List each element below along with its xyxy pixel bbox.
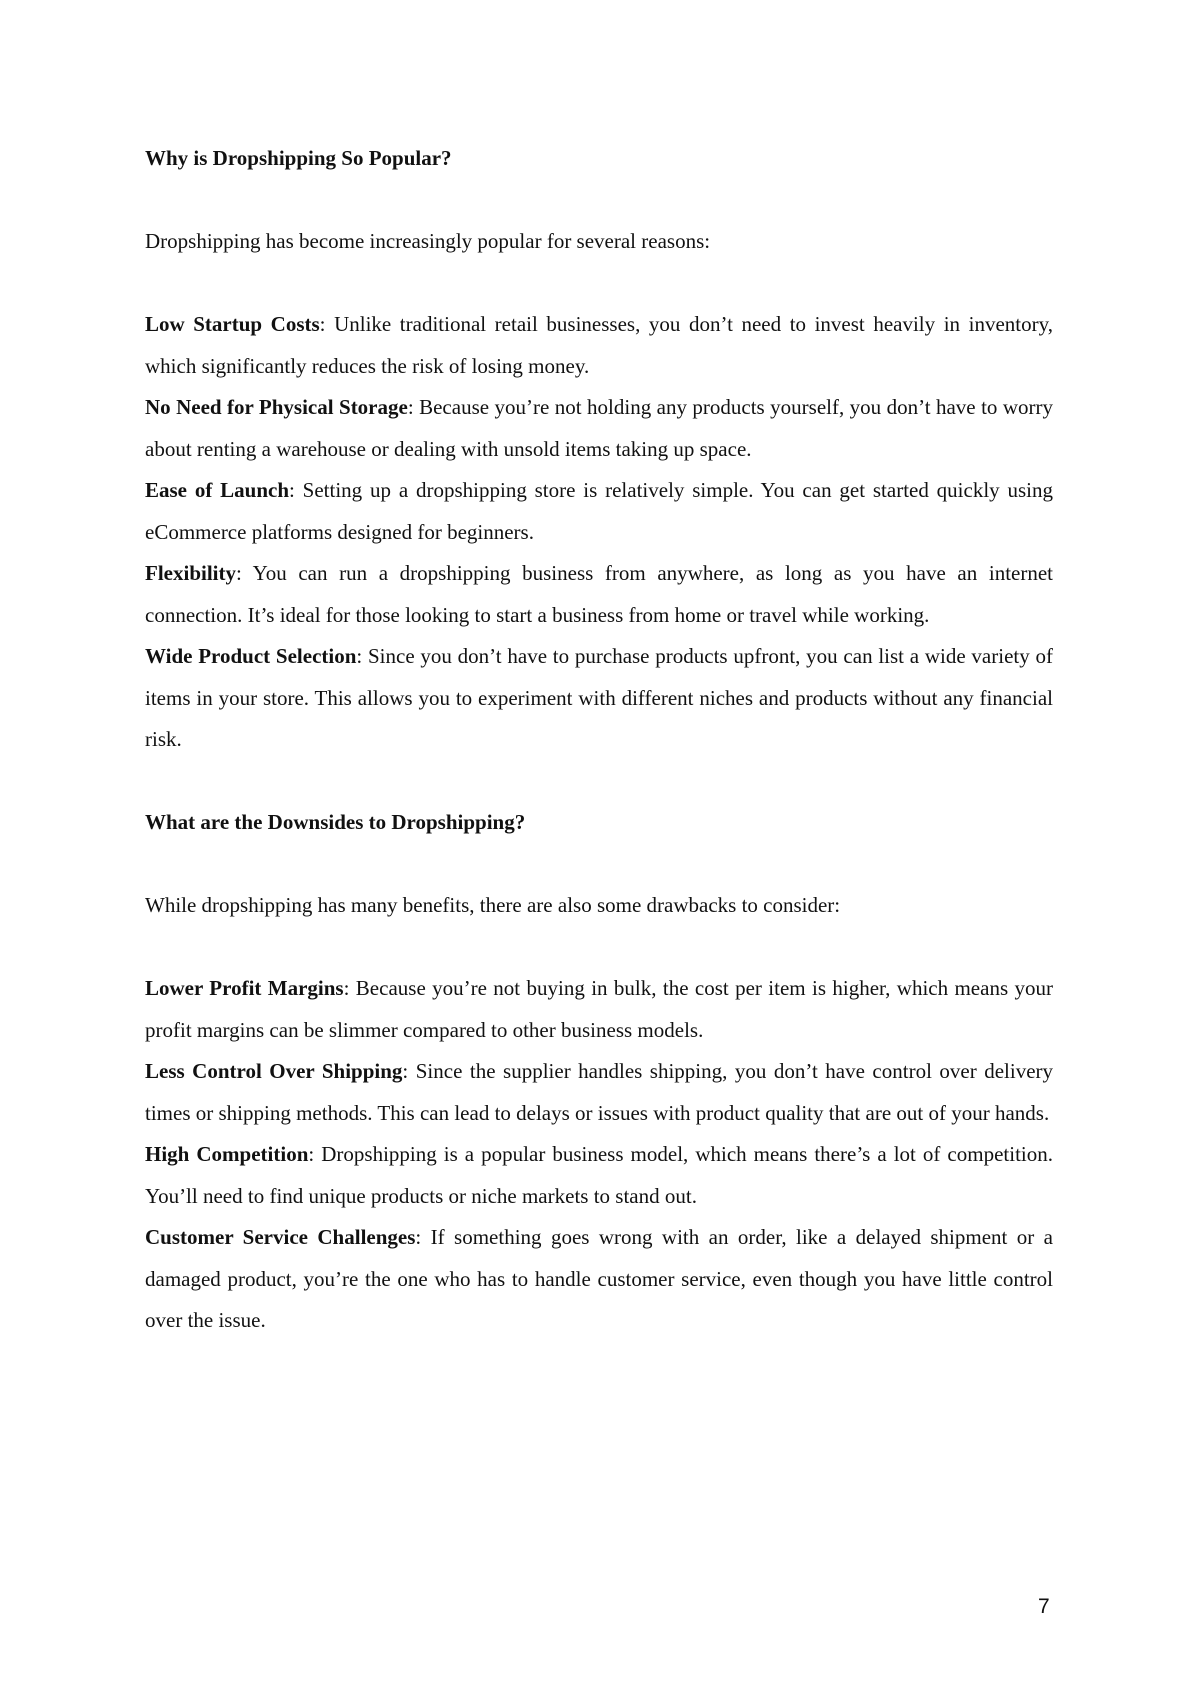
item-text: : Because you’re not holding any products yourself, you don’t have to worry about renting a warehouse or dealing with unsold items taking up space. [145,395,1053,461]
item-text: : Dropshipping is a popular business model, which means there’s a lot of competition. You’ll need to find unique products or niche markets to stand out. [145,1142,1053,1208]
item-term: Low Startup Costs [145,312,320,336]
item-text: : Since the supplier handles shipping, you don’t have control over delivery times or shipping methods. This can lead to delays or issues with product quality that are out of your hands. [145,1059,1054,1125]
section-spacer [145,761,1053,803]
item-text: : You can run a dropshipping business from anywhere, as long as you have an internet connection. It’s ideal for those looking to start a business from home or travel while working. [145,561,1053,627]
item-term: Customer Service Challenges [145,1225,416,1249]
section-heading-popular: Why is Dropshipping So Popular? [145,146,452,170]
section-heading-downsides: What are the Downsides to Dropshipping? [145,810,526,834]
item-term: High Competition [145,1142,309,1166]
list-item [145,304,1053,387]
list-item [145,1217,1053,1342]
item-text: : Setting up a dropshipping store is relatively simple. You can get started quickly using eCommerce platforms designed for beginners. [145,478,1053,544]
item-text: : If something goes wrong with an order, like a delayed shipment or a damaged product, you’re the one who has to handle customer service, even though you have little control over the issue. [145,1225,1053,1332]
list-item [145,387,1053,470]
item-term: Less Control Over Shipping [145,1059,403,1083]
section-intro-downsides: While dropshipping has many benefits, there are also some drawbacks to consider: [145,893,841,917]
item-term: Flexibility [145,561,236,585]
item-term: Lower Profit Margins [145,976,344,1000]
page-number: 7 [1038,1595,1050,1618]
page-content [145,138,1053,1342]
item-term: Ease of Launch [145,478,290,502]
list-item [145,636,1053,761]
list-item [145,1051,1053,1134]
item-text: : Since you don’t have to purchase products upfront, you can list a wide variety of items in your store. This allows you to experiment with different niches and products without any financial risk. [145,644,1053,751]
list-item [145,968,1053,1051]
list-item [145,553,1053,636]
item-text: : Because you’re not buying in bulk, the cost per item is higher, which means your profit margins can be slimmer compared to other business models. [145,976,1053,1042]
item-text: : Unlike traditional retail businesses, you don’t need to invest heavily in inventory, which significantly reduces the risk of losing money. [145,312,1053,378]
list-item [145,1134,1053,1217]
section-intro-popular: Dropshipping has become increasingly popular for several reasons: [145,229,711,253]
item-term: Wide Product Selection [145,644,357,668]
list-item [145,470,1053,553]
item-term: No Need for Physical Storage [145,395,408,419]
